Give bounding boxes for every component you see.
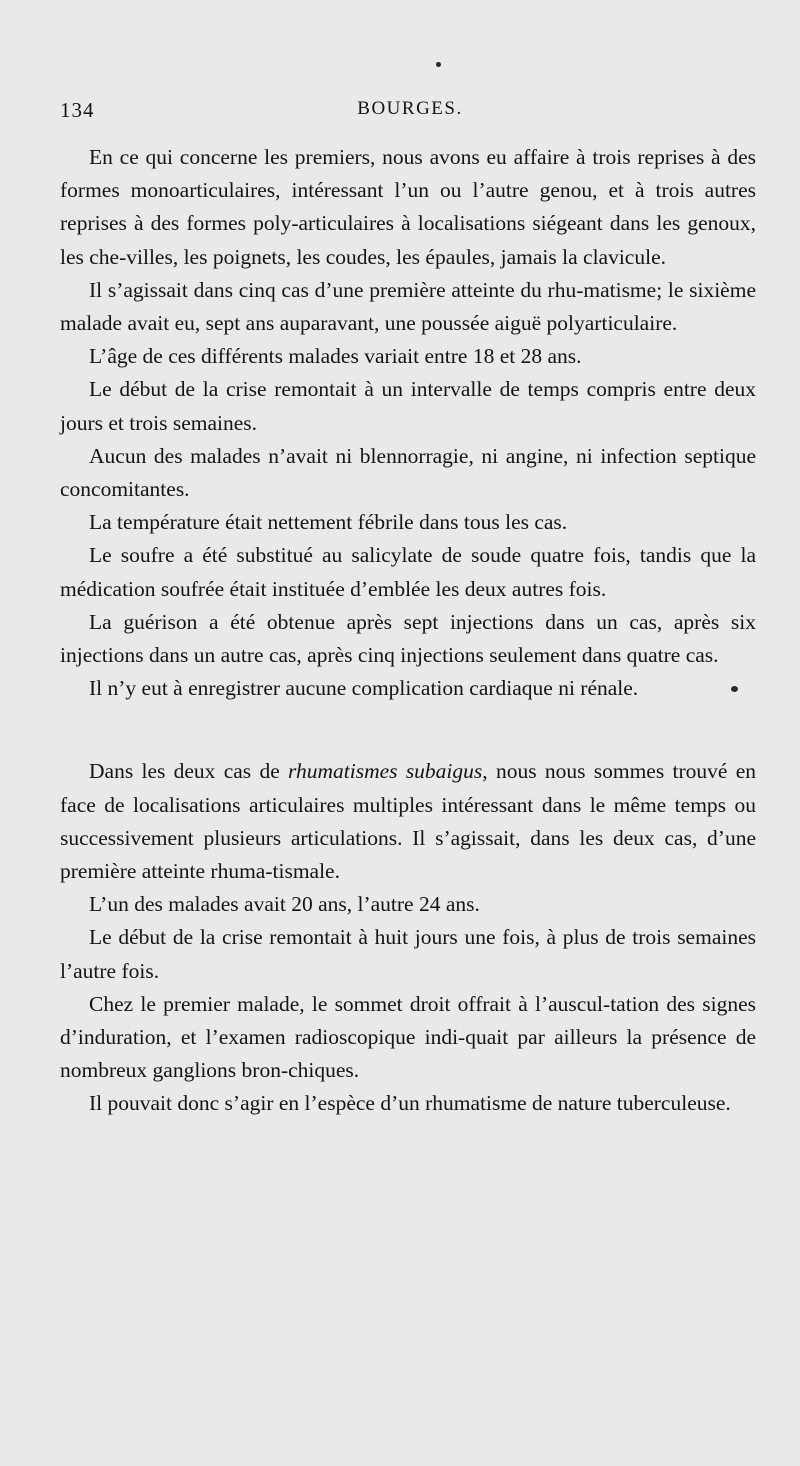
ink-speck [436,62,441,67]
ink-speck [731,686,738,692]
section-gap [60,705,756,755]
page-number: 134 [60,98,95,122]
paragraph-subacute-intro [60,755,756,888]
body-text [60,141,756,1121]
paragraph-text-after: , nous nous sommes trouvé en face de localisations articulaires multiples intéressant dans le même temps ou successivement plusieurs articulations. Il s’agissait, dans les deux cas, d’une première atteinte rhuma-tismale. [60,759,756,884]
paragraph: Chez le premier malade, le sommet droit offrait à l’auscul-tation des signes d’induration, et l’examen radioscopique indi-quait par ailleurs la présence de nombreux ganglions bron-chiques. [60,991,756,1083]
emphasized-term: rhumatismes subaigus [288,759,483,784]
paragraph: Aucun des malades n’avait ni blennorragie, ni angine, ni infection septique concomitantes. [60,443,756,502]
paragraph: L’âge de ces différents malades variait entre 18 et 28 ans. [89,344,582,369]
paragraph: Il pouvait donc s’agir en l’espèce d’un rhumatisme de nature tuberculeuse. [89,1091,731,1116]
paragraph-text-before: Dans les deux cas de [89,759,289,784]
paragraph: Il n’y eut à enregistrer aucune complication cardiaque ni rénale. [89,676,639,701]
paragraph: Le début de la crise remontait à huit jours une fois, à plus de trois semaines l’autre fois. [60,925,756,983]
paragraph: La température était nettement fébrile dans tous les cas. [89,510,568,535]
paragraph: En ce qui concerne les premiers, nous avons eu affaire à trois reprises à des formes monoarticulaires, intéressant l’un ou l’autre genou, et à trois autres reprises à des formes poly-articulaires à localisations siégeant dans les genoux, les che-villes, les poignets, les coudes, les épaules, jamais la clavicule. [60,145,756,269]
paragraph: L’un des malades avait 20 ans, l’autre 24 ans. [89,892,480,917]
paragraph: Le soufre a été substitué au salicylate de soude quatre fois, tandis que la médication soufrée était instituée d’emblée les deux autres fois. [60,543,756,601]
paragraph: La guérison a été obtenue après sept injections dans un cas, après six injections dans un autre cas, après cinq injections seulement dans quatre cas. [60,609,756,668]
paragraph: Le début de la crise remontait à un intervalle de temps compris entre deux jours et trois semaines. [60,377,756,435]
running-head: BOURGES. [357,98,463,119]
paragraph: Il s’agissait dans cinq cas d’une première atteinte du rhu-matisme; le sixième malade avait eu, sept ans auparavant, une poussée aiguë polyarticulaire. [60,277,756,336]
page-header [60,98,760,132]
